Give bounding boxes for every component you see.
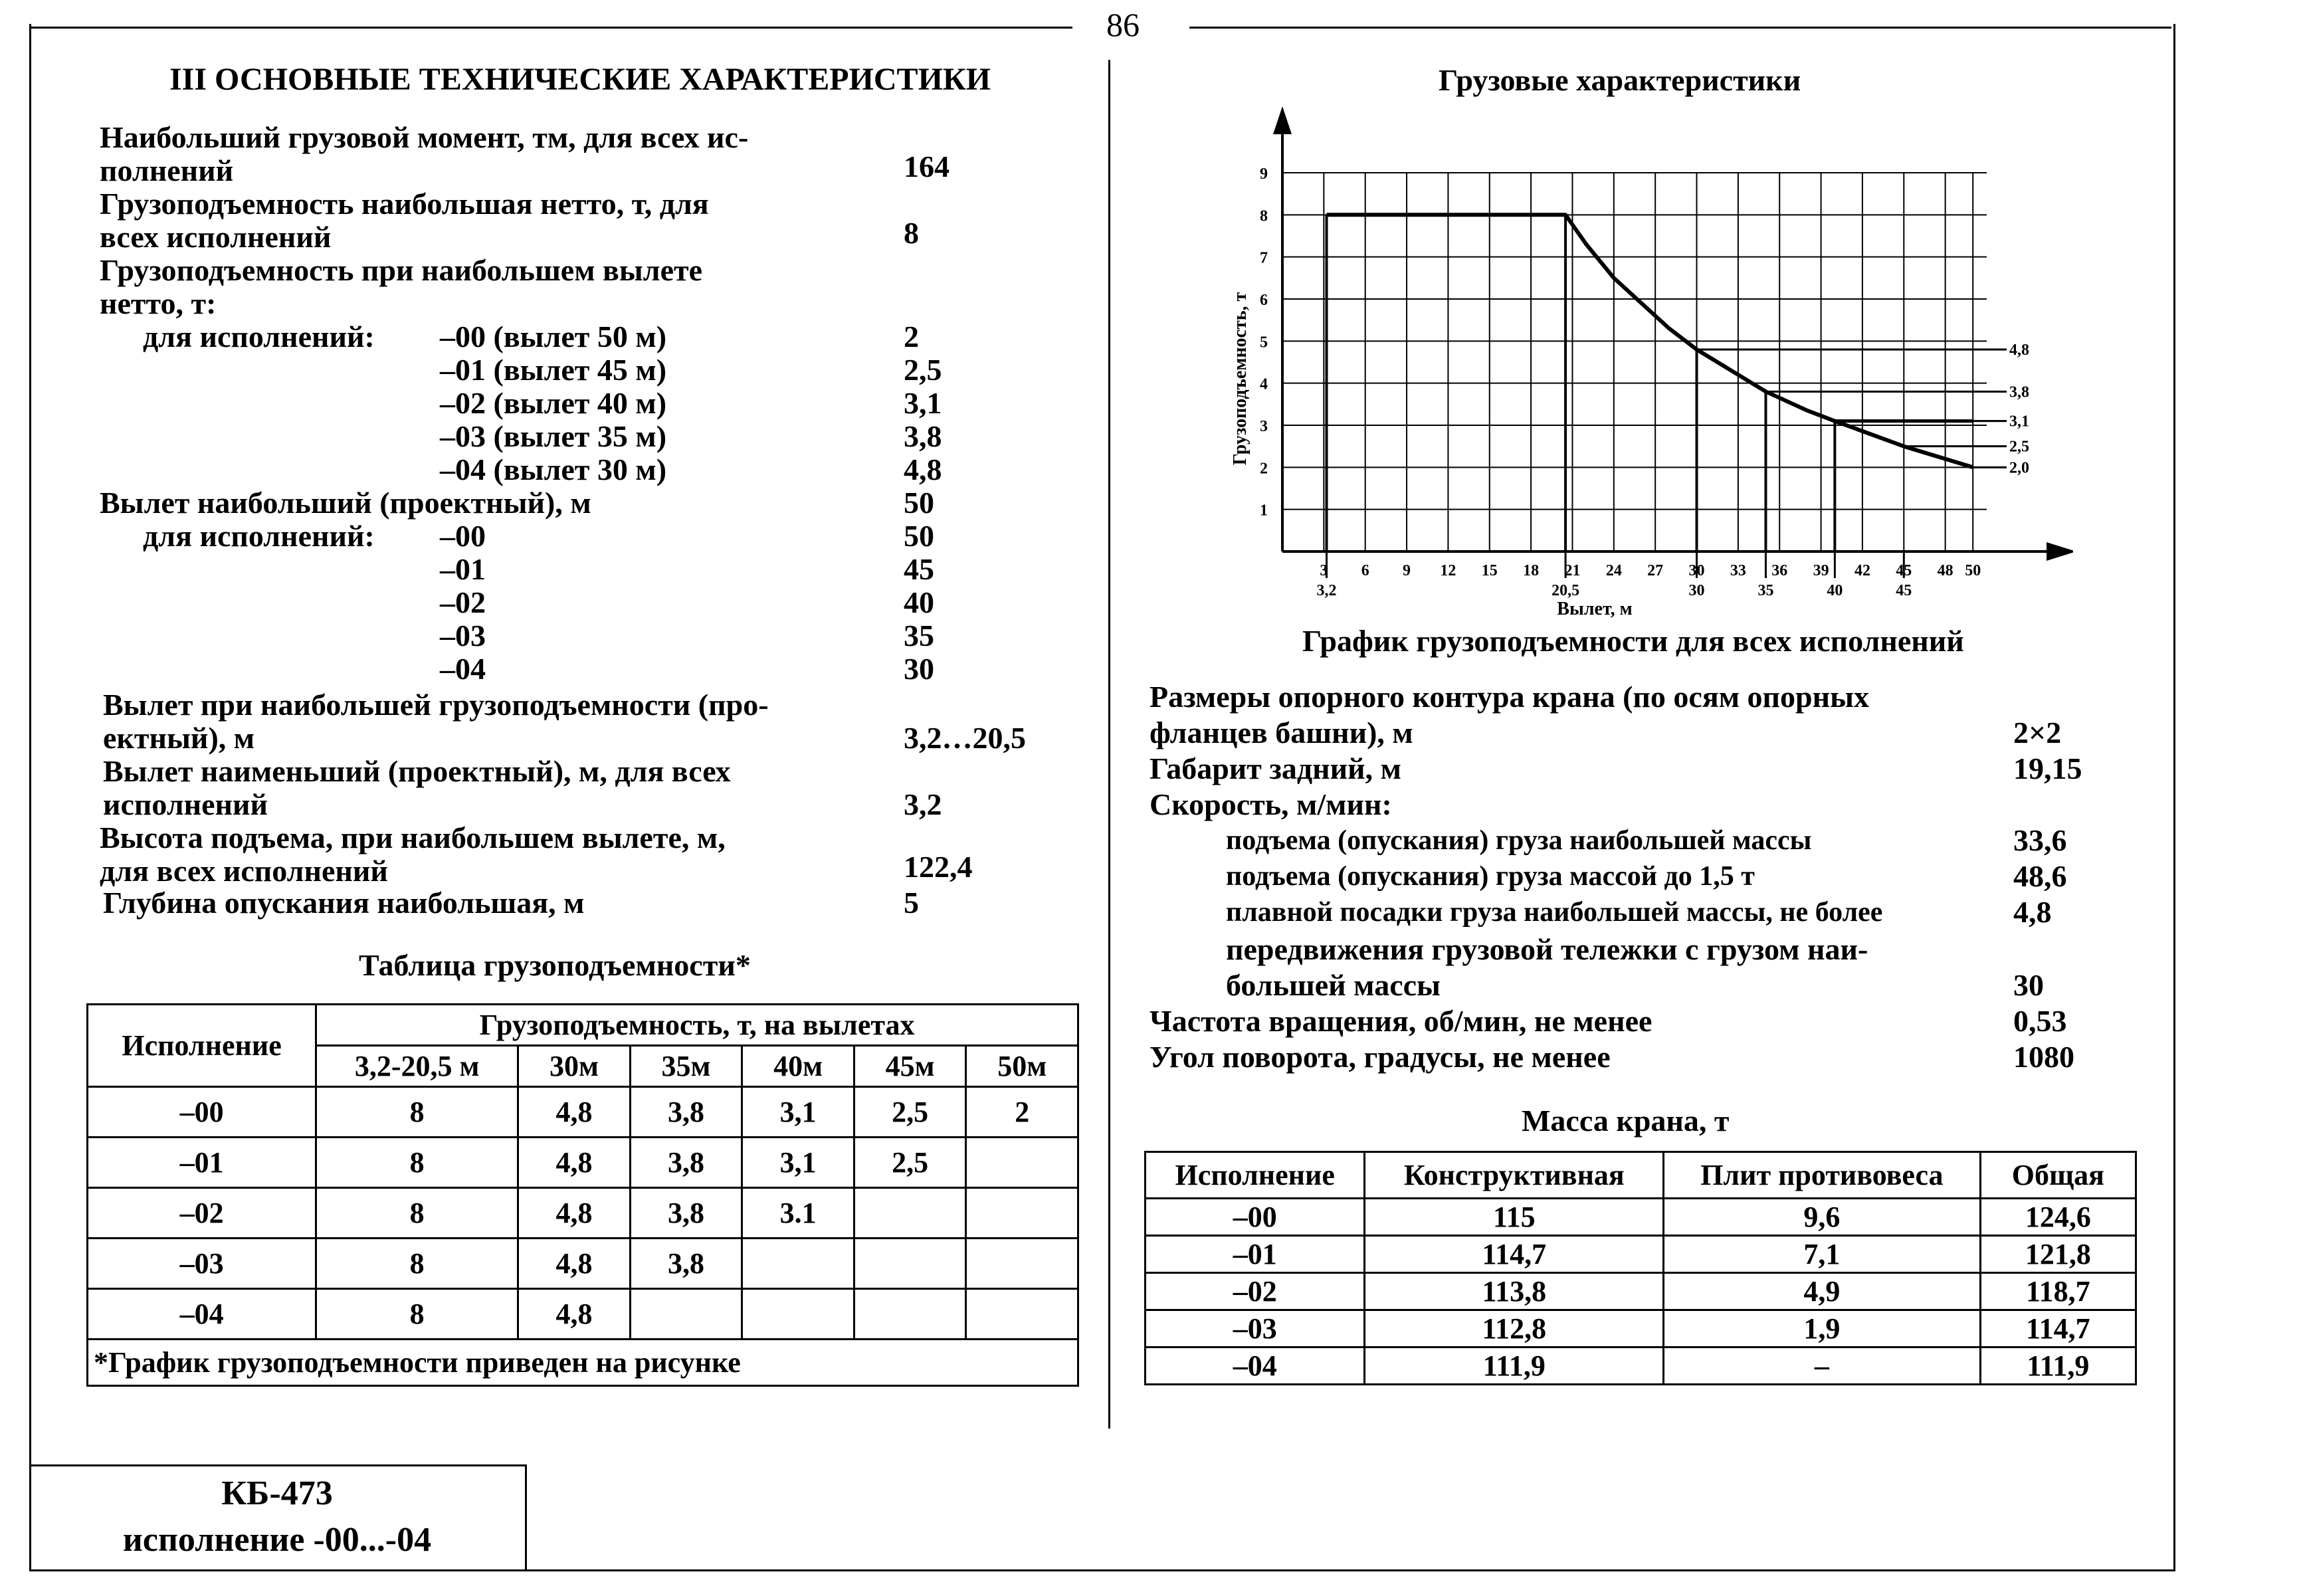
x-tick-label: 50 [1965, 562, 1981, 579]
spec-line: Скорость, м/мин: [1150, 787, 1392, 821]
outreach-name: –01 (вылет 45 м) [440, 353, 667, 387]
cell [966, 1289, 1078, 1340]
chart-title: Грузовые характеристики [1439, 63, 1801, 97]
speed-name: подъема (опускания) груза наибольшей массы [1226, 825, 1812, 856]
spec-value: 8 [904, 216, 919, 250]
spec-value: 164 [904, 150, 950, 183]
depth-label: Глубина опускания наибольшая, м [103, 886, 585, 920]
angle-value: 1080 [2013, 1040, 2074, 1074]
reach-name: –01 [440, 552, 486, 586]
subcol-header: 40м [742, 1046, 854, 1087]
cell: –01 [1146, 1236, 1365, 1273]
spec-line: ектный), м [103, 721, 255, 755]
x-tick-label: 36 [1771, 562, 1788, 579]
cell [854, 1188, 966, 1239]
row-name: –01 [88, 1138, 316, 1188]
subcol-header: 45м [854, 1046, 966, 1087]
cell: –04 [1146, 1347, 1365, 1385]
y-tick-label: 2 [1260, 460, 1268, 478]
spec-line: фланцев башни), м [1150, 716, 1413, 749]
cell: 4,8 [518, 1239, 631, 1289]
mass-table-title: Масса крана, т [1522, 1104, 1730, 1138]
cell: 4,8 [518, 1289, 631, 1340]
stamp-model: КБ-473 [221, 1474, 333, 1512]
y-tick-label: 4 [1260, 375, 1268, 393]
cell: 8 [316, 1289, 518, 1340]
subcol-header: 30м [518, 1046, 631, 1087]
mass-table [1144, 1151, 2137, 1385]
cell: 2,5 [854, 1138, 966, 1188]
cell: 7,1 [1664, 1236, 1980, 1273]
cell: 4,9 [1664, 1273, 1980, 1310]
capacity-table [86, 1003, 1079, 1387]
chart-caption: График грузоподъемности для всех исполнений [1302, 624, 1964, 658]
x-tick-label: 30 [1688, 562, 1705, 579]
x-sub-label: 20,5 [1551, 582, 1580, 599]
cell: – [1664, 1347, 1980, 1385]
cell: 3,8 [630, 1239, 742, 1289]
table-row [88, 1087, 1078, 1138]
cell: 2,5 [854, 1087, 966, 1138]
cell: –00 [1146, 1199, 1365, 1236]
outreach-value: 3,1 [904, 386, 942, 420]
x-tick-label: 9 [1403, 562, 1411, 579]
cell [630, 1289, 742, 1340]
stamp-variant: исполнение -00...-04 [122, 1521, 432, 1559]
spec-value: 3,2…20,5 [904, 721, 1026, 755]
spec-line: Грузоподъемность наибольшая нетто, т, для [100, 187, 709, 221]
title-stamp [29, 1464, 527, 1571]
reach-name: –02 [440, 585, 486, 619]
x-tick-label: 33 [1730, 562, 1746, 579]
mass-header: Общая [1980, 1152, 2136, 1199]
spec-line: нетто, т: [100, 286, 217, 320]
table-row [1146, 1273, 2136, 1310]
rotation-value: 0,53 [2013, 1004, 2067, 1038]
cell: 2 [966, 1087, 1078, 1138]
x-tick-label: 18 [1523, 562, 1540, 579]
cell: 111,9 [1980, 1347, 2136, 1385]
x-sub-label: 45 [1896, 582, 1912, 599]
x-tick-label: 12 [1440, 562, 1456, 579]
y-tick-label: 3 [1260, 418, 1268, 435]
outreach-name: –00 (вылет 50 м) [440, 320, 667, 353]
spec-line: Наибольший грузовой момент, тм, для всех ис- [100, 120, 749, 154]
right-capacity-label: 4,8 [2009, 342, 2029, 359]
cell: –03 [1146, 1310, 1365, 1347]
cell: 8 [316, 1188, 518, 1239]
table-row [1146, 1347, 2136, 1385]
cell: 124,6 [1980, 1199, 2136, 1236]
cell: 4,8 [518, 1138, 631, 1188]
top-rule-left [29, 27, 1072, 29]
table-row [88, 1239, 1078, 1289]
outreach-name: –02 (вылет 40 м) [440, 386, 667, 420]
cell: 115 [1365, 1199, 1664, 1236]
subcol-header: 50м [966, 1046, 1078, 1087]
trolley-value: 30 [2013, 968, 2044, 1002]
depth-value: 5 [904, 886, 919, 920]
reach-value: 30 [904, 652, 934, 686]
cell: 111,9 [1365, 1347, 1664, 1385]
row-name: –02 [88, 1188, 316, 1239]
table-row [1146, 1199, 2136, 1236]
reach-value: 40 [904, 585, 934, 619]
y-tick-label: 5 [1260, 334, 1268, 351]
chart-marks [1327, 215, 2007, 578]
outreach-value: 3,8 [904, 419, 942, 453]
cell [966, 1239, 1078, 1289]
cell: 1,9 [1664, 1310, 1980, 1347]
right-capacity-label: 3,8 [2009, 383, 2029, 401]
spec-line: Вылет наименьший (проектный), м, для всех [103, 754, 731, 788]
spec-line: полнений [100, 153, 234, 187]
outreach-value: 2 [904, 320, 919, 353]
cell: 118,7 [1980, 1273, 2136, 1310]
y-tick-label: 1 [1260, 502, 1268, 520]
x-tick-label: 21 [1564, 562, 1581, 579]
x-tick-label: 27 [1647, 562, 1664, 579]
outreach-name: –03 (вылет 35 м) [440, 419, 667, 453]
x-tick-label: 45 [1896, 562, 1912, 579]
chart-grid [1282, 173, 1987, 551]
x-sub-label: 35 [1757, 582, 1774, 599]
subcol-header: 35м [630, 1046, 742, 1087]
y-tick-label: 7 [1260, 249, 1268, 267]
cell: 8 [316, 1138, 518, 1188]
outreach-value: 4,8 [904, 452, 942, 486]
speed-name: подъема (опускания) груза массой до 1,5 т [1226, 861, 1755, 892]
section-heading: III ОСНОВНЫЕ ТЕХНИЧЕСКИЕ ХАРАКТЕРИСТИКИ [169, 62, 991, 97]
cell: 113,8 [1365, 1273, 1664, 1310]
column-divider [1108, 60, 1110, 1429]
x-sub-label: 40 [1827, 582, 1843, 599]
cell [854, 1289, 966, 1340]
top-rule-right [1189, 27, 2171, 29]
right-capacity-label: 3,1 [2009, 413, 2029, 431]
spec-value: 122,4 [904, 850, 973, 884]
outreach-value: 2,5 [904, 353, 942, 387]
y-tick-label: 8 [1260, 207, 1268, 225]
spec-line: Размеры опорного контура крана (по осям опорных [1150, 680, 1870, 714]
cell: 9,6 [1664, 1199, 1980, 1236]
mass-header: Плит противовеса [1664, 1152, 1980, 1199]
capacity-table-title: Таблица грузоподъемности* [359, 948, 751, 982]
capacity-chart [1183, 93, 2073, 631]
spec-value: 2×2 [2013, 716, 2062, 749]
cell: 114,7 [1365, 1236, 1664, 1273]
cell [742, 1239, 854, 1289]
cell [966, 1138, 1078, 1188]
spec-value: 3,2 [904, 787, 942, 821]
mass-header: Исполнение [1146, 1152, 1365, 1199]
y-tick-label: 9 [1260, 165, 1268, 183]
reach-value: 50 [904, 519, 934, 553]
speed-value: 33,6 [2013, 823, 2067, 857]
table-row [1146, 1236, 2136, 1273]
right-capacity-label: 2,5 [2009, 438, 2029, 456]
cell: 114,7 [1980, 1310, 2136, 1347]
spec-value: 19,15 [2013, 751, 2082, 785]
cell: 3,1 [742, 1138, 854, 1188]
x-sub-label: 3,2 [1316, 582, 1337, 599]
x-tick-label: 48 [1937, 562, 1953, 579]
angle-label: Угол поворота, градусы, не менее [1150, 1040, 1611, 1074]
x-axis-arrow [2047, 542, 2073, 561]
cell: 4,8 [518, 1188, 631, 1239]
spec-line: Вылет при наибольшей грузоподъемности (про- [103, 688, 769, 722]
reach-name: –04 [440, 652, 486, 686]
cell: 3,1 [742, 1087, 854, 1138]
cell: 3,8 [630, 1188, 742, 1239]
cell [742, 1289, 854, 1340]
x-tick-label: 42 [1854, 562, 1870, 579]
cell: 112,8 [1365, 1310, 1664, 1347]
col-header-group: Грузоподъемность, т, на вылетах [316, 1005, 1078, 1046]
trolley-line: передвижения грузовой тележки с грузом наи- [1226, 932, 1868, 966]
y-tick-label: 6 [1260, 292, 1268, 309]
speed-name: плавной посадки груза наибольшей массы, не более [1226, 897, 1883, 928]
cell: 121,8 [1980, 1236, 2136, 1273]
mass-header: Конструктивная [1365, 1152, 1664, 1199]
cell [854, 1239, 966, 1289]
table-row [88, 1188, 1078, 1239]
cell [966, 1188, 1078, 1239]
cell: 8 [316, 1087, 518, 1138]
max-reach-value: 50 [904, 486, 934, 520]
x-sub-label: 30 [1688, 582, 1705, 599]
table-row [1146, 1310, 2136, 1347]
x-tick-label: 3 [1320, 562, 1328, 579]
x-tick-label: 15 [1481, 562, 1498, 579]
cell: 3,8 [630, 1087, 742, 1138]
col-header-exec: Исполнение [88, 1005, 316, 1087]
y-axis-arrow [1273, 106, 1292, 134]
trolley-line: большей массы [1226, 968, 1441, 1002]
spec-line: исполнений [103, 787, 268, 821]
cell: 3.1 [742, 1188, 854, 1239]
row-name: –04 [88, 1289, 316, 1340]
chart-ylabel: Грузоподъемность, т [1230, 292, 1251, 466]
page-number: 86 [1106, 6, 1140, 43]
subcol-header: 3,2-20,5 м [316, 1046, 518, 1087]
row-name: –00 [88, 1087, 316, 1138]
table-footnote: *График грузоподъемности приведен на рисунке [88, 1340, 1078, 1386]
chart-labels [1260, 165, 2029, 599]
reach-value: 35 [904, 619, 934, 652]
cell: –02 [1146, 1273, 1365, 1310]
spec-line: для всех исполнений [100, 854, 388, 888]
right-capacity-label: 2,0 [2009, 459, 2029, 477]
spec-line: Грузоподъемность при наибольшем вылете [100, 253, 703, 287]
max-reach-label: Вылет наибольший (проектный), м [100, 486, 591, 520]
row-name: –03 [88, 1239, 316, 1289]
x-tick-label: 24 [1605, 562, 1622, 579]
table-row [88, 1289, 1078, 1340]
rotation-label: Частота вращения, об/мин, не менее [1150, 1004, 1652, 1038]
reach-name: –03 [440, 619, 486, 652]
reach-value: 45 [904, 552, 934, 586]
outreach-label: для исполнений: [143, 320, 375, 353]
outreach-name: –04 (вылет 30 м) [440, 452, 667, 486]
speed-value: 48,6 [2013, 859, 2067, 893]
spec-line: всех исполнений [100, 220, 332, 254]
spec-line: Высота подъема, при наибольшем вылете, м, [100, 821, 726, 854]
speed-value: 4,8 [2013, 895, 2052, 929]
cell: 8 [316, 1239, 518, 1289]
reach-name: –00 [440, 519, 486, 553]
x-tick-label: 39 [1813, 562, 1829, 579]
x-tick-label: 6 [1361, 562, 1369, 579]
cell: 4,8 [518, 1087, 631, 1138]
spec-line: Габарит задний, м [1150, 751, 1402, 785]
cell: 3,8 [630, 1138, 742, 1188]
table-row [88, 1138, 1078, 1188]
chart-xlabel: Вылет, м [1557, 599, 1633, 619]
reach-label: для исполнений: [143, 519, 375, 553]
